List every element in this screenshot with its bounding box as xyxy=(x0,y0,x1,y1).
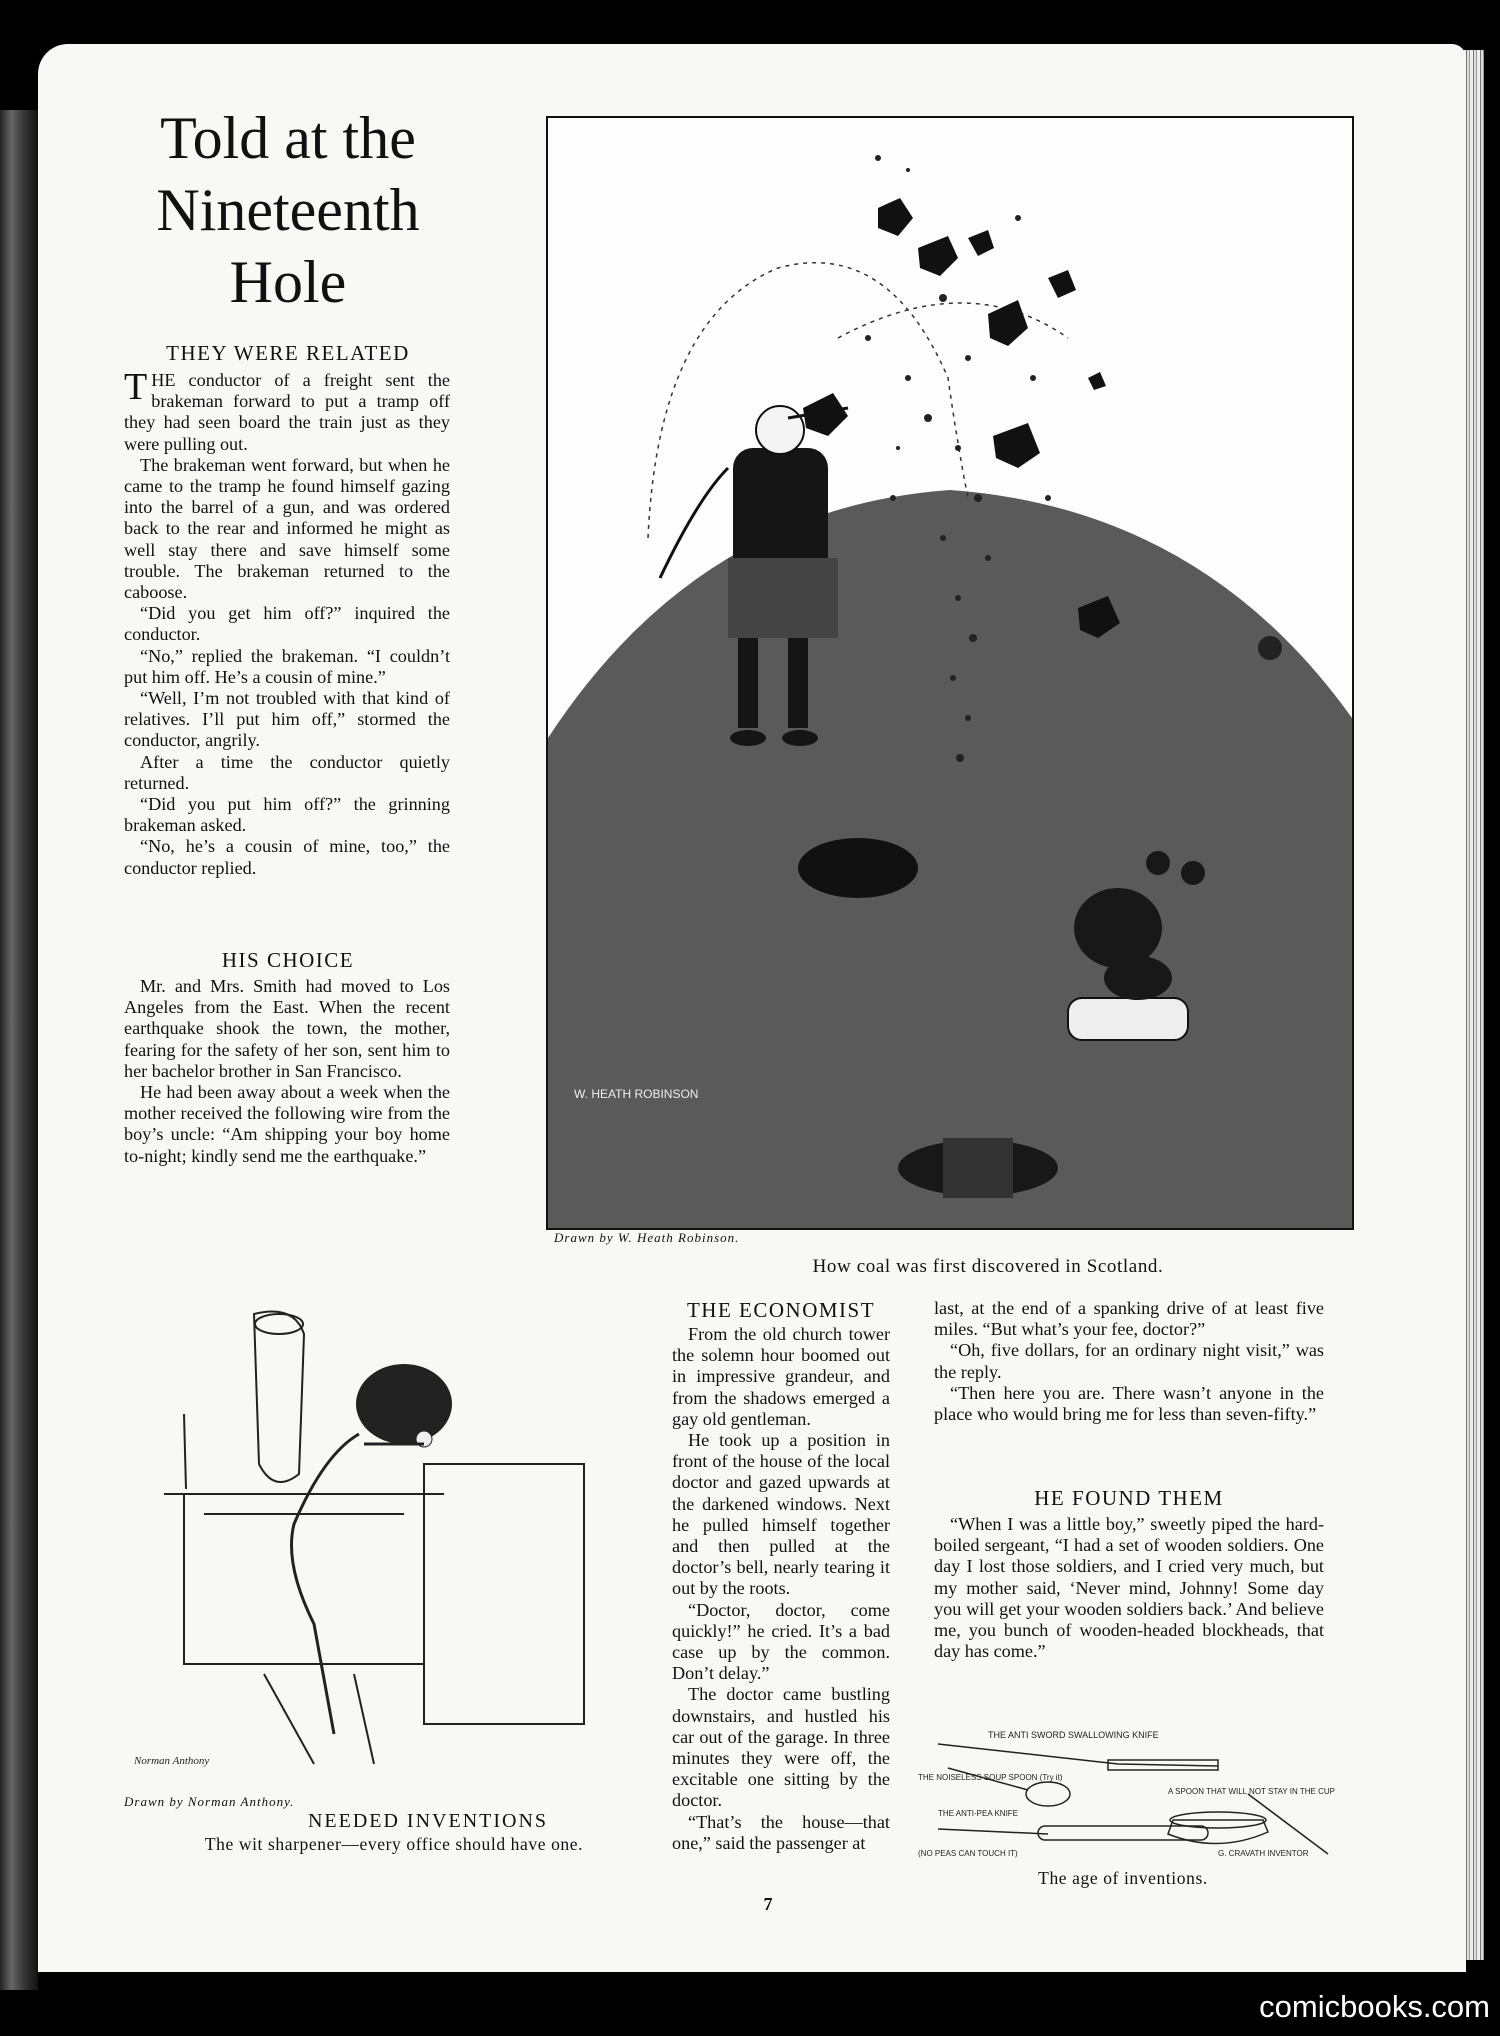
heading-his-choice: HIS CHOICE xyxy=(221,948,355,972)
story-paragraph: “Did you put him off?” the grinning brakeman asked. xyxy=(124,794,450,836)
watermark: comicbooks.com xyxy=(1259,1989,1490,2024)
story-the-economist xyxy=(672,1324,890,1854)
story-paragraph: He had been away about a week when the mother received the following wire from the boy’s uncle: “Am shipping your boy home to-night; kindly send me the earthquake.” xyxy=(124,1082,450,1166)
coal-artist-signature: W. HEATH ROBINSON xyxy=(574,1087,699,1101)
story-the-economist-continued xyxy=(934,1298,1324,1425)
label-anti-pea: THE ANTI-PEA KNIFE xyxy=(938,1809,1019,1818)
story-he-found-them xyxy=(934,1514,1324,1662)
story-paragraph: After a time the conductor quietly returned. xyxy=(124,751,450,793)
page-number: 7 xyxy=(763,1894,773,1914)
story-paragraph: He took up a position in front of the house of the local doctor and gazed upwards at the darkened windows. Next he pulled himself together and then pulled at the doctor’s bell, nearly tearing it out by the roots. xyxy=(672,1430,890,1599)
story-paragraph: From the old church tower the solemn hour boomed out in impressive grandeur, and from the shadows emerged a gay old gentleman. xyxy=(672,1324,890,1429)
coal-illustration-caption: How coal was first discovered in Scotland. xyxy=(812,1256,1164,1277)
story-paragraph: “No,” replied the brakeman. “I couldn’t put him off. He’s a cousin of mine.” xyxy=(124,645,450,687)
inventions-caption: The age of inventions. xyxy=(1038,1868,1208,1888)
story-paragraph: “That’s the house—that one,” said the passenger at xyxy=(672,1811,890,1853)
coal-illustration-credit: Drawn by W. Heath Robinson. xyxy=(554,1230,740,1245)
book-spine-left xyxy=(0,110,38,1990)
story-paragraph: “Did you get him off?” inquired the conductor. xyxy=(124,603,450,645)
inventions-sketch-drawing xyxy=(918,1724,1338,1864)
sharpener-illustration-caption: The wit sharpener—every office should have one. xyxy=(204,1834,584,1854)
drop-cap: T xyxy=(124,366,148,408)
wit-sharpener-drawing xyxy=(124,1294,664,1784)
coal-illustration xyxy=(546,116,1354,1230)
label-no-peas: (NO PEAS CAN TOUCH IT) xyxy=(918,1849,1018,1858)
coal-illustration-drawing xyxy=(548,118,1352,1228)
heading-they-were-related: THEY WERE RELATED xyxy=(166,341,410,365)
label-noiseless-spoon: THE NOISELESS SOUP SPOON (Try it) xyxy=(918,1773,1063,1782)
story-paragraph: Mr. and Mrs. Smith had moved to Los Angeles from the East. When the recent earthquake shook the town, the mother, fearing for the safety of her son, sent him to her bachelor brother in San Francisco. xyxy=(124,976,450,1081)
sharpener-artist-signature: Norman Anthony xyxy=(134,1755,210,1767)
story-paragraph: “Doctor, doctor, come quickly!” he cried. It’s a bad case up by the common. Don’t delay.” xyxy=(672,1599,890,1684)
heading-he-found-them: HE FOUND THEM xyxy=(1034,1486,1224,1510)
story-paragraph: “When I was a little boy,” sweetly piped the hard-boiled sergeant, “I had a set of wooden soldiers. One day I lost those soldiers, and I cried very much, but my mother said, ‘Never mind, Johnny! Some day you will get your wooden soldiers back.’ And believe me, you bunch of wooden-headed blockheads, that day has come.” xyxy=(934,1514,1324,1662)
label-anti-sword: THE ANTI SWORD SWALLOWING KNIFE xyxy=(988,1730,1159,1740)
story-paragraph: THE conductor of a freight sent the brakeman forward to put a tramp off they had seen board the train just as they were pulling out. xyxy=(124,366,450,454)
page-title: Told at the Nineteenth Hole xyxy=(156,105,420,315)
story-paragraph: last, at the end of a spanking drive of at least five miles. “But what’s your fee, doctor?” xyxy=(934,1298,1324,1340)
story-they-were-related xyxy=(124,366,450,879)
sharpener-illustration-credit: Drawn by Norman Anthony. xyxy=(124,1794,295,1809)
story-paragraph: “Then here you are. There wasn’t anyone in the place who would bring me for less than seven-fifty.” xyxy=(934,1382,1324,1425)
story-his-choice xyxy=(124,976,450,1167)
label-spoon-cup: A SPOON THAT WILL NOT STAY IN THE CUP xyxy=(1168,1787,1335,1796)
inventions-sketch xyxy=(918,1724,1338,1864)
story-paragraph: The brakeman went forward, but when he came to the tramp he found himself gazing into the barrel of a gun, and was ordered back to the rear and informed he might as well stay there and save himself some trouble. The brakeman returned to the caboose. xyxy=(124,454,450,603)
heading-needed-inventions: NEEDED INVENTIONS xyxy=(307,1810,549,1832)
label-inventor: G. CRAVATH INVENTOR xyxy=(1218,1849,1309,1858)
wit-sharpener-illustration xyxy=(124,1294,664,1784)
heading-the-economist: THE ECONOMIST xyxy=(686,1298,876,1322)
story-paragraph: The doctor came bustling downstairs, and hustled his car out of the garage. In three minutes they were off, the excitable one sitting by the doctor. xyxy=(672,1684,890,1811)
story-paragraph: “Well, I’m not troubled with that kind of relatives. I’ll put him off,” stormed the conductor, angrily. xyxy=(124,688,450,751)
story-paragraph: “No, he’s a cousin of mine, too,” the conductor replied. xyxy=(124,836,450,878)
magazine-page xyxy=(38,44,1466,1972)
story-paragraph: “Oh, five dollars, for an ordinary night visit,” was the reply. xyxy=(934,1340,1324,1382)
